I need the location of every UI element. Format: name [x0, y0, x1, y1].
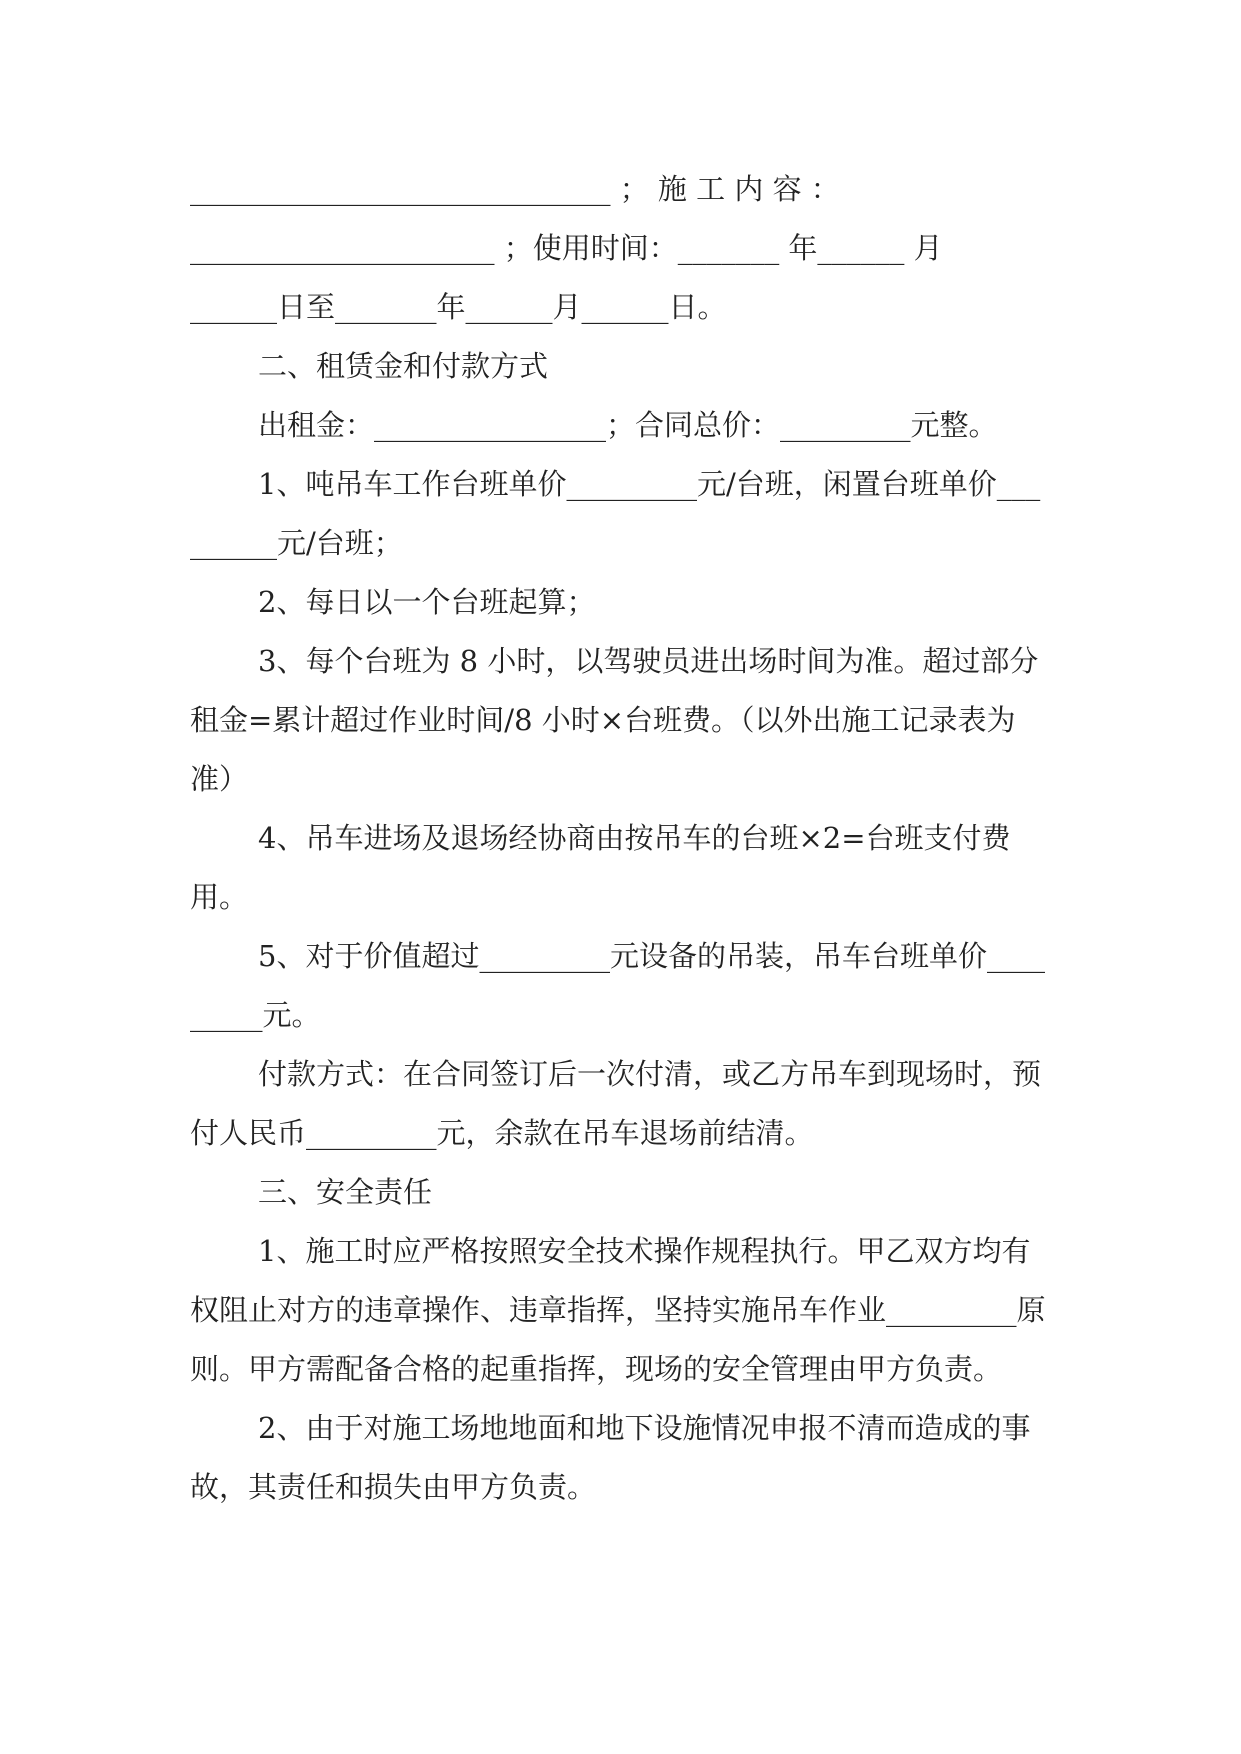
- text-line-construction-content: _____________________________ ； 施 工 内 容 ：: [190, 172, 840, 206]
- clause-2-3: 3、每个台班为 8 小时，以驾驶员进出场时间为准。超过部分租金=累计超过作业时间/8 小时×台班费。（以外出施工记录表为准）: [190, 644, 1039, 796]
- clause-2-4: 4、吊车进场及退场经协商由按吊车的台班×2=台班支付费用。: [190, 821, 1011, 914]
- rent-total-price-line: 出租金：________________；合同总价：_________元整。: [258, 408, 998, 442]
- clause-3-2: 2、由于对施工场地地面和地下设施情况申报不清而造成的事故，其责任和损失由甲方负责。: [190, 1411, 1031, 1504]
- section-heading-safety: 三、安全责任: [258, 1175, 433, 1209]
- document-page: [190, 160, 1050, 1517]
- text-line-usage-time: _____________________ ；使用时间：_______ 年______ 月: [190, 231, 943, 265]
- clause-2-1: 1、吨吊车工作台班单价_________元/台班，闲置台班单价_________元/台班；: [190, 467, 1041, 560]
- clause-2-5: 5、对于价值超过_________元设备的吊装，吊车台班单价_________元。: [190, 939, 1045, 1032]
- text-line-usage-period: ______日至_______年______月______日。: [190, 290, 727, 324]
- section-heading-rent-payment: 二、租赁金和付款方式: [258, 349, 549, 383]
- payment-method: 付款方式：在合同签订后一次付清，或乙方吊车到现场时，预付人民币_________元，余款在吊车退场前结清。: [190, 1057, 1042, 1150]
- clause-3-1: 1、施工时应严格按照安全技术操作规程执行。甲乙双方均有权阻止对方的违章操作、违章指挥，坚持实施吊车作业_________原则。甲方需配备合格的起重指挥，现场的安全管理由甲方负责。: [190, 1234, 1046, 1386]
- clause-2-2: 2、每日以一个台班起算；: [258, 585, 596, 619]
